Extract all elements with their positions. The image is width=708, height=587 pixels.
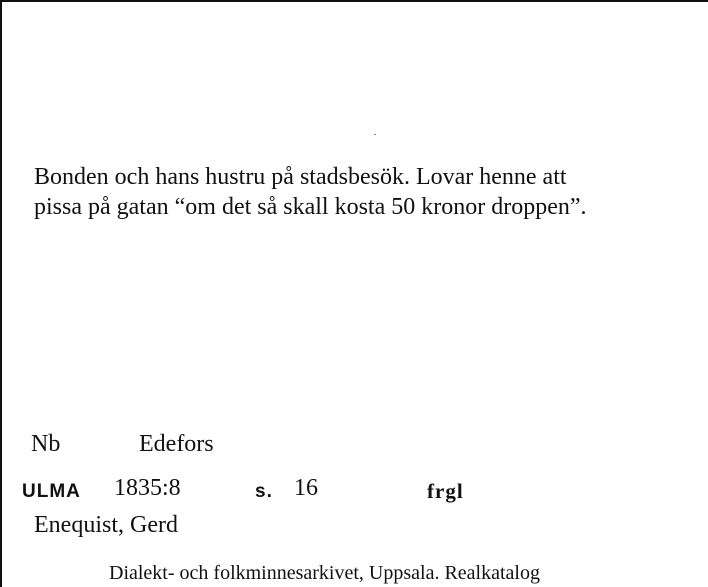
page-prefix: s.	[255, 481, 273, 502]
region-code: Nb	[31, 431, 61, 457]
description-line-2: pissa på gatan “om det så skall kosta 50 kronor droppen”.	[34, 194, 587, 220]
collector-name: Enequist, Gerd	[34, 512, 178, 538]
archive-code: ULMA	[22, 481, 81, 502]
card-description	[34, 162, 694, 222]
record-number: 1835:8	[114, 475, 181, 501]
page-number: 16	[294, 475, 318, 501]
description-line-1: Bonden och hans hustru på stadsbesök. Lovar henne att	[34, 164, 567, 190]
paper-speck	[374, 134, 376, 135]
place-name: Edefors	[139, 431, 214, 457]
category-code: frgl	[427, 479, 464, 503]
archive-footer: Dialekt- och folkminnesarkivet, Uppsala. Realkatalog	[109, 562, 540, 584]
